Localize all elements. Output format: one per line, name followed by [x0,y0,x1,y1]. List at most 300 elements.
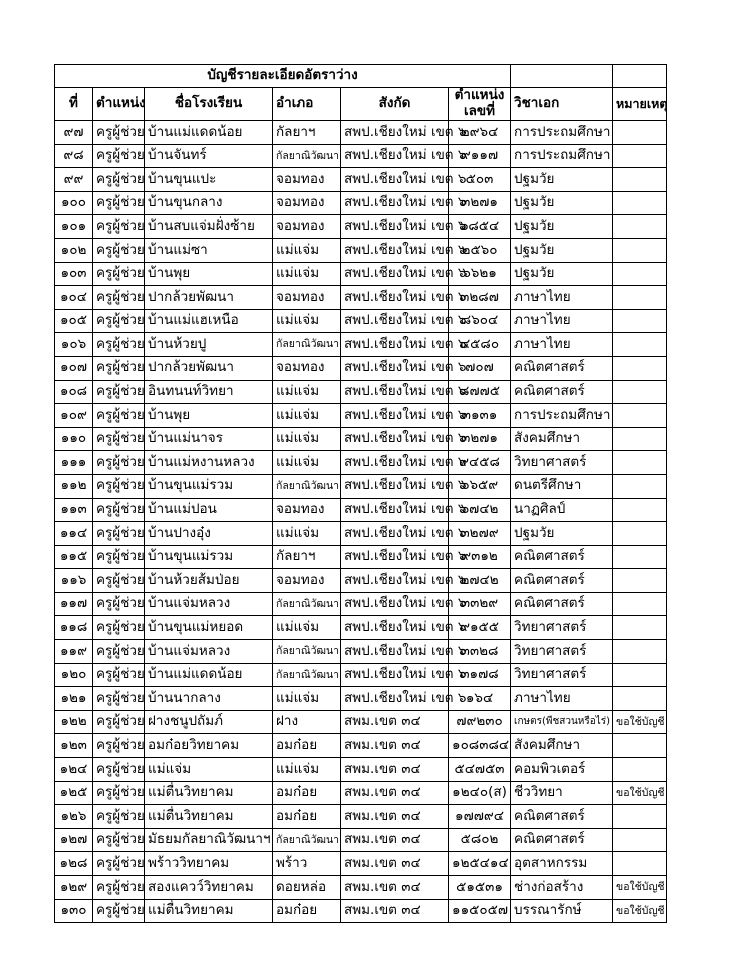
cell-district: กัลยาณิวัฒนา [273,474,341,498]
cell-district: กัลยาณิวัฒนา [273,144,341,168]
table-row [55,309,667,333]
cell-office: สพป.เชียงใหม่ เขต ๖ [341,238,449,262]
cell-remark [613,569,667,593]
cell-office: สพป.เชียงใหม่ เขต ๖ [341,474,449,498]
cell-pos-no: ๙๑๑๗ [449,144,511,168]
cell-pos-no: ๓๒๗๙ [449,522,511,546]
cell-office: สพป.เชียงใหม่ เขต ๖ [341,640,449,664]
cell-pos-no: ๙๔๕๘ [449,451,511,475]
cell-pos-no: ๓๑๓๑ [449,404,511,428]
cell-major: ปฐมวัย [511,215,613,239]
cell-district: กัลยาณิวัฒนา [273,333,341,357]
cell-office: สพป.เชียงใหม่ เขต ๖ [341,545,449,569]
cell-no: ๑๐๖ [55,333,93,357]
table-row [55,262,667,286]
cell-district: แม่แจ่ม [273,262,341,286]
cell-remark [613,427,667,451]
table-row [55,569,667,593]
title-row [55,65,667,88]
cell-major: นาฏศิลป์ [511,498,613,522]
cell-pos-no: ๘๗๗๕ [449,380,511,404]
cell-school: บ้านแม่ปอน [145,498,273,522]
cell-position: ครูผู้ช่วย [93,640,145,664]
cell-district: แม่แจ่ม [273,380,341,404]
cell-position: ครูผู้ช่วย [93,144,145,168]
cell-pos-no: ๒๕๖๐ [449,238,511,262]
cell-school: บ้านนากลาง [145,687,273,711]
cell-no: ๑๐๒ [55,238,93,262]
cell-no: ๑๒๓ [55,734,93,758]
header-school: ชื่อโรงเรียน [145,88,273,121]
cell-office: สพม.เขต ๓๔ [341,758,449,782]
cell-pos-no: ๓๒๘๗ [449,286,511,310]
cell-district: แม่แจ่ม [273,616,341,640]
cell-office: สพม.เขต ๓๔ [341,828,449,852]
cell-district: กัลยาณิวัฒนา [273,592,341,616]
cell-no: ๑๑๑ [55,451,93,475]
cell-no: ๑๑๖ [55,569,93,593]
cell-pos-no: ๕๘๐๒ [449,828,511,852]
cell-pos-no: ๓๒๗๑ [449,427,511,451]
cell-district: แม่แจ่ม [273,238,341,262]
cell-position: ครูผู้ช่วย [93,168,145,192]
cell-pos-no: ๖๖๕๙ [449,474,511,498]
cell-no: ๑๑๙ [55,640,93,664]
cell-major: คณิตศาสตร์ [511,380,613,404]
cell-remark [613,121,667,145]
cell-no: ๑๒๘ [55,852,93,876]
cell-no: ๑๑๔ [55,522,93,546]
cell-no: ๑๑๗ [55,592,93,616]
cell-major: คณิตศาสตร์ [511,569,613,593]
cell-major: คณิตศาสตร์ [511,545,613,569]
header-district: อำเภอ [273,88,341,121]
cell-office: สพป.เชียงใหม่ เขต ๖ [341,380,449,404]
cell-no: ๑๐๙ [55,404,93,428]
cell-school: บ้านพุย [145,404,273,428]
cell-pos-no: ๓๑๗๘ [449,663,511,687]
cell-no: ๑๑๘ [55,616,93,640]
cell-major: การประถมศึกษา [511,144,613,168]
cell-major: ดนตรีศึกษา [511,474,613,498]
cell-office: สพป.เชียงใหม่ เขต ๖ [341,262,449,286]
header-pos-no: ตำแหน่ง เลขที่ [449,88,511,121]
cell-remark [613,852,667,876]
cell-district: แม่แจ่ม [273,522,341,546]
cell-district: แม่แจ่ม [273,404,341,428]
cell-position: ครูผู้ช่วย [93,758,145,782]
cell-district: แม่แจ่ม [273,427,341,451]
cell-pos-no: ๕๑๕๓๑ [449,876,511,900]
cell-pos-no: ๑๐๘๓๘๔ [449,734,511,758]
cell-office: สพม.เขต ๓๔ [341,805,449,829]
cell-school: บ้านแม่แดดน้อย [145,663,273,687]
cell-pos-no: ๓๒๗๑ [449,191,511,215]
title-spacer-major [511,65,613,88]
cell-position: ครูผู้ช่วย [93,616,145,640]
cell-school: บ้านแม่ซา [145,238,273,262]
title-spacer-remark [613,65,667,88]
cell-school: ฝางชนูปถัมภ์ [145,710,273,734]
cell-office: สพม.เขต ๓๔ [341,852,449,876]
cell-remark [613,687,667,711]
cell-pos-no: ๖๘๕๔ [449,215,511,239]
cell-office: สพป.เชียงใหม่ เขต ๖ [341,687,449,711]
cell-remark [613,191,667,215]
cell-remark [613,805,667,829]
cell-no: ๑๐๐ [55,191,93,215]
cell-school: พร้าววิทยาคม [145,852,273,876]
cell-no: ๑๑๕ [55,545,93,569]
cell-school: บ้านสบแจ่มฝั่งซ้าย [145,215,273,239]
cell-pos-no: ๘๖๐๔ [449,309,511,333]
cell-district: กัลยาณิวัฒนา [273,828,341,852]
cell-pos-no: ๒๗๔๒ [449,569,511,593]
cell-pos-no: ๑๗๗๙๔ [449,805,511,829]
table-row [55,168,667,192]
cell-no: ๑๒๐ [55,663,93,687]
table-row [55,144,667,168]
cell-pos-no: ๔๕๘๐ [449,333,511,357]
cell-no: ๑๐๗ [55,356,93,380]
table-row [55,191,667,215]
cell-position: ครูผู้ช่วย [93,474,145,498]
cell-district: จอมทอง [273,498,341,522]
cell-major: ช่างก่อสร้าง [511,876,613,900]
cell-school: อมก๋อยวิทยาคม [145,734,273,758]
cell-major: บรรณารักษ์ [511,899,613,923]
cell-remark [613,144,667,168]
table-row [55,876,667,900]
cell-district: กัลยาฯ [273,545,341,569]
cell-major: ปฐมวัย [511,522,613,546]
header-no: ที่ [55,88,93,121]
table-row [55,121,667,145]
cell-school: บ้านพุย [145,262,273,286]
cell-remark [613,498,667,522]
cell-remark [613,168,667,192]
cell-position: ครูผู้ช่วย [93,852,145,876]
cell-pos-no: ๑๒๕๔๑๔ [449,852,511,876]
cell-no: ๙๗ [55,121,93,145]
table-row [55,286,667,310]
cell-office: สพป.เชียงใหม่ เขต ๖ [341,427,449,451]
cell-school: บ้านแจ่มหลวง [145,640,273,664]
cell-position: ครูผู้ช่วย [93,427,145,451]
cell-pos-no: ๗๐๗ [449,356,511,380]
cell-district: จอมทอง [273,168,341,192]
cell-school: บ้านปางอุ๋ง [145,522,273,546]
cell-district: ฝาง [273,710,341,734]
table-row [55,663,667,687]
cell-position: ครูผู้ช่วย [93,781,145,805]
cell-no: ๑๐๕ [55,309,93,333]
cell-office: สพป.เชียงใหม่ เขต ๖ [341,286,449,310]
cell-district: กัลยาณิวัฒนา [273,640,341,664]
cell-no: ๑๐๑ [55,215,93,239]
cell-school: แม่ตื่นวิทยาคม [145,899,273,923]
cell-school: แม่แจ่ม [145,758,273,782]
table-row [55,852,667,876]
table-title: บัญชีรายละเอียดอัตราว่าง [55,65,511,88]
cell-district: ดอยหล่อ [273,876,341,900]
cell-remark [613,616,667,640]
table-row [55,640,667,664]
vacancy-table [54,64,667,923]
table-row [55,592,667,616]
cell-remark [613,522,667,546]
cell-office: สพป.เชียงใหม่ เขต ๖ [341,333,449,357]
cell-position: ครูผู้ช่วย [93,498,145,522]
cell-remark [613,286,667,310]
cell-pos-no: ๙๓๑๒ [449,545,511,569]
cell-school: สองแควว์วิทยาคม [145,876,273,900]
cell-major: ปฐมวัย [511,191,613,215]
vacancy-sheet [54,64,666,923]
cell-major: ปฐมวัย [511,238,613,262]
cell-no: ๑๓๐ [55,899,93,923]
cell-position: ครูผู้ช่วย [93,121,145,145]
cell-remark [613,380,667,404]
cell-district: แม่แจ่ม [273,451,341,475]
cell-major: คอมพิวเตอร์ [511,758,613,782]
cell-school: บ้านแม่แฮเหนือ [145,309,273,333]
cell-remark [613,545,667,569]
cell-position: ครูผู้ช่วย [93,262,145,286]
cell-position: ครูผู้ช่วย [93,687,145,711]
table-row [55,899,667,923]
cell-position: ครูผู้ช่วย [93,569,145,593]
cell-school: บ้านขุนแม่รวม [145,545,273,569]
cell-position: ครูผู้ช่วย [93,404,145,428]
cell-school: บ้านแจ่มหลวง [145,592,273,616]
cell-office: สพป.เชียงใหม่ เขต ๖ [341,215,449,239]
cell-position: ครูผู้ช่วย [93,592,145,616]
cell-pos-no: ๕๐๓ [449,168,511,192]
cell-major: การประถมศึกษา [511,404,613,428]
table-row [55,356,667,380]
cell-remark [613,451,667,475]
cell-office: สพป.เชียงใหม่ เขต ๖ [341,168,449,192]
cell-no: ๑๒๖ [55,805,93,829]
cell-position: ครูผู้ช่วย [93,805,145,829]
cell-remark [613,592,667,616]
cell-position: ครูผู้ช่วย [93,356,145,380]
cell-major: คณิตศาสตร์ [511,805,613,829]
cell-no: ๑๒๔ [55,758,93,782]
cell-school: แม่ตื่นวิทยาคม [145,805,273,829]
header-position: ตำแหน่ง [93,88,145,121]
cell-district: กัลยาณิวัฒนา [273,663,341,687]
cell-remark: ขอใช้บัญชี [613,899,667,923]
table-row [55,215,667,239]
cell-major: สังคมศึกษา [511,427,613,451]
cell-no: ๑๐๔ [55,286,93,310]
cell-office: สพป.เชียงใหม่ เขต ๖ [341,663,449,687]
table-row [55,427,667,451]
cell-no: ๑๒๗ [55,828,93,852]
cell-remark [613,828,667,852]
cell-remark [613,474,667,498]
cell-office: สพป.เชียงใหม่ เขต ๖ [341,121,449,145]
cell-office: สพป.เชียงใหม่ เขต ๖ [341,309,449,333]
cell-major: ชีววิทยา [511,781,613,805]
table-row [55,758,667,782]
cell-position: ครูผู้ช่วย [93,380,145,404]
cell-district: จอมทอง [273,215,341,239]
table-row [55,710,667,734]
cell-position: ครูผู้ช่วย [93,522,145,546]
cell-office: สพป.เชียงใหม่ เขต ๖ [341,498,449,522]
cell-major: การประถมศึกษา [511,121,613,145]
cell-major: ภาษาไทย [511,333,613,357]
table-row [55,687,667,711]
cell-district: จอมทอง [273,356,341,380]
cell-major: ภาษาไทย [511,687,613,711]
table-row [55,498,667,522]
cell-school: อินทนนท์วิทยา [145,380,273,404]
cell-remark [613,262,667,286]
cell-remark: ขอใช้บัญชี [613,710,667,734]
cell-school: บ้านขุนแปะ [145,168,273,192]
cell-office: สพม.เขต ๓๔ [341,734,449,758]
cell-remark [613,663,667,687]
cell-no: ๑๑๐ [55,427,93,451]
cell-remark [613,404,667,428]
cell-major: คณิตศาสตร์ [511,828,613,852]
cell-district: พร้าว [273,852,341,876]
cell-office: สพป.เชียงใหม่ เขต ๖ [341,191,449,215]
cell-district: อมก๋อย [273,734,341,758]
cell-office: สพม.เขต ๓๔ [341,899,449,923]
cell-major: อุตสาหกรรม [511,852,613,876]
cell-major: สังคมศึกษา [511,734,613,758]
cell-district: อมก๋อย [273,805,341,829]
cell-district: แม่แจ่ม [273,309,341,333]
cell-school: บ้านห้วยปู [145,333,273,357]
table-row [55,734,667,758]
cell-school: ปากล้วยพัฒนา [145,286,273,310]
cell-major: ภาษาไทย [511,309,613,333]
cell-major: วิทยาศาสตร์ [511,663,613,687]
cell-major: คณิตศาสตร์ [511,356,613,380]
cell-pos-no: ๑๖๔ [449,687,511,711]
cell-no: ๑๒๑ [55,687,93,711]
cell-position: ครูผู้ช่วย [93,876,145,900]
cell-major: คณิตศาสตร์ [511,592,613,616]
table-row [55,616,667,640]
cell-remark [613,215,667,239]
cell-office: สพป.เชียงใหม่ เขต ๖ [341,144,449,168]
cell-school: บ้านแม่นาจร [145,427,273,451]
cell-major: ภาษาไทย [511,286,613,310]
cell-no: ๑๒๕ [55,781,93,805]
cell-school: บ้านขุนแม่หยอด [145,616,273,640]
table-row [55,404,667,428]
cell-major: เกษตร(พืชสวนหรือไร่) [511,710,613,734]
cell-district: อมก๋อย [273,899,341,923]
cell-district: กัลยาฯ [273,121,341,145]
cell-remark [613,356,667,380]
cell-position: ครูผู้ช่วย [93,333,145,357]
table-row [55,238,667,262]
cell-position: ครูผู้ช่วย [93,545,145,569]
cell-office: สพม.เขต ๓๔ [341,710,449,734]
cell-district: อมก๋อย [273,781,341,805]
cell-pos-no: ๓๓๒๙ [449,592,511,616]
cell-no: ๙๘ [55,144,93,168]
cell-office: สพป.เชียงใหม่ เขต ๖ [341,616,449,640]
cell-school: มัธยมกัลยาณิวัฒนาฯ [145,828,273,852]
cell-position: ครูผู้ช่วย [93,451,145,475]
cell-position: ครูผู้ช่วย [93,899,145,923]
cell-no: ๑๑๓ [55,498,93,522]
cell-school: บ้านห้วยส้มป่อย [145,569,273,593]
cell-major: วิทยาศาสตร์ [511,616,613,640]
cell-pos-no: ๖๖๒๑ [449,262,511,286]
cell-no: ๑๐๓ [55,262,93,286]
cell-school: แม่ตื่นวิทยาคม [145,781,273,805]
cell-remark [613,333,667,357]
cell-no: ๑๑๒ [55,474,93,498]
cell-office: สพป.เชียงใหม่ เขต ๖ [341,592,449,616]
header-row [55,88,667,121]
cell-position: ครูผู้ช่วย [93,828,145,852]
cell-position: ครูผู้ช่วย [93,710,145,734]
cell-pos-no: ๕๔๗๕๓ [449,758,511,782]
cell-position: ครูผู้ช่วย [93,734,145,758]
cell-position: ครูผู้ช่วย [93,286,145,310]
cell-office: สพม.เขต ๓๔ [341,781,449,805]
cell-position: ครูผู้ช่วย [93,309,145,333]
cell-office: สพป.เชียงใหม่ เขต ๖ [341,356,449,380]
cell-pos-no: ๑๒๔๐(ส) [449,781,511,805]
cell-school: บ้านจันทร์ [145,144,273,168]
table-row [55,781,667,805]
cell-office: สพป.เชียงใหม่ เขต ๖ [341,569,449,593]
cell-remark: ขอใช้บัญชี [613,781,667,805]
cell-school: บ้านขุนแม่รวม [145,474,273,498]
cell-pos-no: ๗๙๒๓๐ [449,710,511,734]
cell-school: บ้านแม่หงานหลวง [145,451,273,475]
cell-remark [613,734,667,758]
cell-pos-no: ๒๙๖๔ [449,121,511,145]
table-row [55,828,667,852]
cell-school: ปากล้วยพัฒนา [145,356,273,380]
header-office: สังกัด [341,88,449,121]
cell-district: จอมทอง [273,191,341,215]
cell-school: บ้านแม่แดดน้อย [145,121,273,145]
cell-no: ๑๒๙ [55,876,93,900]
header-major: วิชาเอก [511,88,613,121]
cell-office: สพป.เชียงใหม่ เขต ๖ [341,451,449,475]
table-row [55,545,667,569]
cell-pos-no: ๖๗๔๒ [449,498,511,522]
cell-pos-no: ๙๑๕๕ [449,616,511,640]
table-row [55,333,667,357]
cell-position: ครูผู้ช่วย [93,238,145,262]
table-row [55,522,667,546]
table-row [55,380,667,404]
header-remark: หมายเหตุ [613,88,667,121]
cell-pos-no: ๓๓๒๘ [449,640,511,664]
cell-remark [613,238,667,262]
cell-no: ๑๐๘ [55,380,93,404]
cell-school: บ้านขุนกลาง [145,191,273,215]
table-row [55,805,667,829]
cell-major: วิทยาศาสตร์ [511,640,613,664]
table-row [55,451,667,475]
